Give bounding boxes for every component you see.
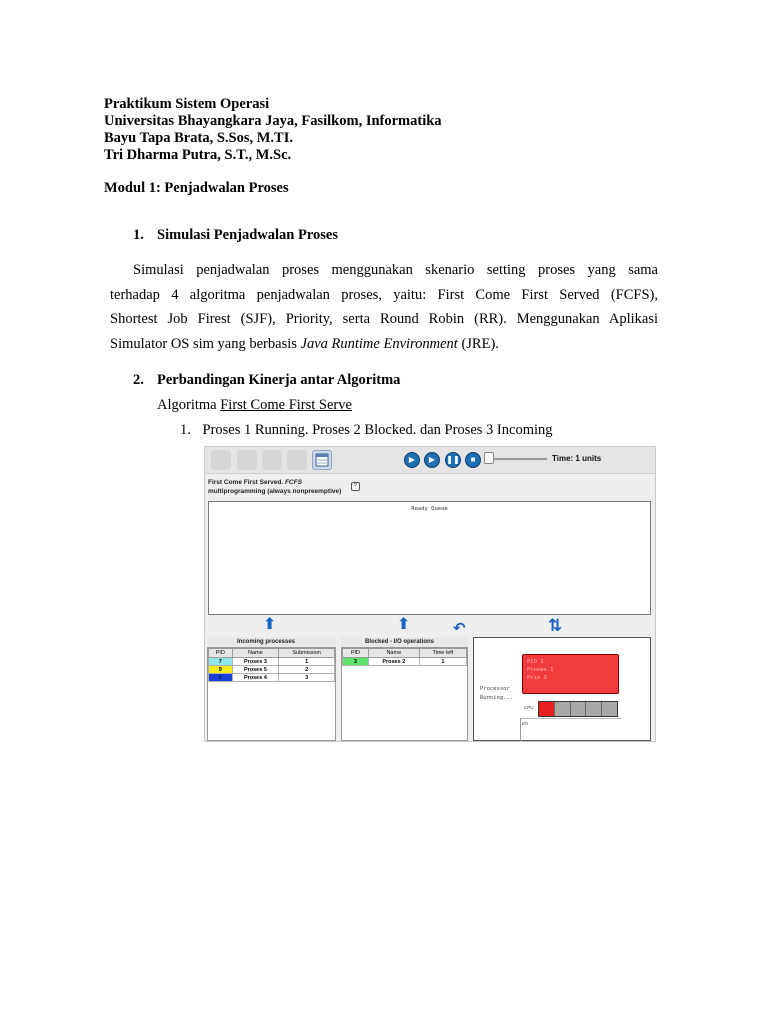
algorithm-mode: multiprogramming (always nonpreemptive)	[208, 488, 342, 495]
paragraph-text: Simulator OS sim yang berbasis	[110, 335, 301, 352]
algorithm-line	[157, 397, 352, 414]
pid-cell: 3	[343, 658, 369, 666]
pause-icon: ❚❚	[446, 455, 460, 464]
step-icon: ▶	[428, 455, 436, 464]
name-cell: Proses 4	[232, 674, 279, 682]
column-header: PID	[209, 649, 233, 658]
algorithm-info-abbr: FCFS	[284, 479, 302, 486]
section-1-paragraph	[110, 258, 658, 356]
paragraph-italic: Java Runtime Environment	[300, 335, 458, 352]
speed-slider-track[interactable]	[487, 458, 547, 460]
running-process-card[interactable]	[522, 654, 619, 694]
column-header: Name	[232, 649, 279, 658]
io-divider	[520, 718, 621, 742]
algorithm-name: First Come First Serve	[220, 397, 352, 413]
course-title: Praktikum Sistem Operasi	[104, 96, 270, 112]
author-2: Tri Dharma Putra, S.T., M.Sc.	[104, 147, 292, 163]
simulator-toolbar	[205, 447, 656, 474]
play-icon: ▶	[408, 455, 416, 464]
table-row[interactable]	[343, 658, 467, 666]
cpu-slot	[602, 702, 617, 716]
running-name: Proses 1	[527, 667, 554, 673]
cpu-label: CPU	[524, 705, 534, 710]
submission-cell: 3	[279, 674, 335, 682]
running-pid: PID 1	[527, 659, 544, 665]
help-icon[interactable]: ?	[351, 482, 360, 491]
name-cell: Proses 3	[232, 658, 279, 666]
list-item-number: 1.	[180, 422, 191, 438]
column-header: Time left	[419, 649, 466, 658]
algorithm-info	[208, 478, 341, 496]
incoming-panel	[207, 637, 336, 741]
name-cell: Proses 2	[368, 658, 419, 666]
stop-button[interactable]	[465, 452, 481, 468]
university-line: Universitas Bhayangkara Jaya, Fasilkom, Informatika	[104, 113, 442, 129]
processor-state: Running...	[480, 695, 514, 701]
simulator-screenshot	[204, 446, 656, 742]
pid-cell: 8	[209, 674, 233, 682]
play-button[interactable]	[404, 452, 420, 468]
algorithm-prefix: Algoritma	[157, 397, 221, 413]
pid-cell: 7	[209, 658, 233, 666]
files-icon[interactable]	[262, 450, 282, 470]
cpu-timeline	[538, 701, 618, 717]
stop-icon: ■	[470, 455, 476, 464]
paragraph-line: Simulasi penjadwalan proses menggunakan skenario setting proses yang sama	[133, 262, 658, 278]
processor-panel	[473, 637, 651, 741]
section-2-title: Perbandingan Kinerja antar Algoritma	[157, 372, 401, 388]
algorithm-info-line	[208, 478, 341, 487]
arrow-return-icon: ↶	[453, 620, 466, 637]
section-1-title: Simulasi Penjadwalan Proses	[157, 227, 339, 243]
disk-icon[interactable]	[287, 450, 307, 470]
paragraph-text: (JRE).	[457, 335, 499, 352]
memory-icon[interactable]	[237, 450, 257, 470]
arrow-up-icon: ⬆	[263, 616, 277, 633]
paragraph-line: terhadap 4 algoritma penjadwalan proses, yaitu: First Come First Served (FCFS),	[110, 286, 658, 303]
cpu-slot	[571, 702, 587, 716]
running-info: Prio 3	[527, 675, 547, 681]
section-2-number: 2.	[133, 372, 144, 388]
table-header	[343, 649, 467, 658]
blocked-title: Blocked - I/O operations	[365, 639, 435, 645]
pause-button[interactable]	[445, 452, 461, 468]
blocked-table	[342, 648, 467, 666]
pid-cell: 9	[209, 666, 233, 674]
submission-cell: 2	[279, 666, 335, 674]
incoming-title: Incoming processes	[237, 639, 296, 645]
arrow-up-icon: ⬆	[397, 616, 411, 633]
table-header	[209, 649, 335, 658]
processor-status	[480, 685, 513, 703]
table-row[interactable]	[209, 666, 335, 674]
paragraph-line	[110, 332, 658, 357]
ready-queue	[208, 501, 651, 615]
swap-arrows-icon: ⇅	[548, 616, 563, 635]
list-item	[180, 422, 553, 439]
paragraph-line: Shortest Job Firest (SJF), Priority, serta Round Robin (RR). Menggunakan Aplikasi	[110, 311, 658, 327]
step-button[interactable]	[424, 452, 440, 468]
cpu-slot	[555, 702, 571, 716]
algorithm-info-text: First Come First Served.	[208, 479, 284, 486]
time-left-cell: 1	[419, 658, 466, 666]
process-icon[interactable]	[211, 450, 231, 470]
column-header: Submission	[279, 649, 335, 658]
calendar-icon	[313, 451, 331, 469]
section-1-number: 1.	[133, 227, 144, 243]
time-readout: Time: 1 units	[552, 454, 602, 463]
module-title: Modul 1: Penjadwalan Proses	[104, 180, 289, 196]
io-label: I/O	[522, 721, 529, 726]
speed-slider-knob[interactable]	[484, 452, 494, 464]
incoming-table	[208, 648, 335, 682]
column-header: PID	[343, 649, 369, 658]
submission-cell: 1	[279, 658, 335, 666]
cpu-slot	[586, 702, 602, 716]
processor-label: Processor	[480, 686, 510, 692]
list-item-text: Proses 1 Running. Proses 2 Blocked. dan Proses 3 Incoming	[202, 422, 553, 438]
blocked-panel	[341, 637, 468, 741]
cpu-slot	[539, 702, 555, 716]
author-1: Bayu Tapa Brata, S.Sos, M.TI.	[104, 130, 293, 146]
table-row[interactable]	[209, 674, 335, 682]
name-cell: Proses 5	[232, 666, 279, 674]
column-header: Name	[368, 649, 419, 658]
ready-queue-label: Ready Queue	[411, 506, 448, 512]
scheduler-icon[interactable]	[312, 450, 332, 470]
table-row[interactable]	[209, 658, 335, 666]
